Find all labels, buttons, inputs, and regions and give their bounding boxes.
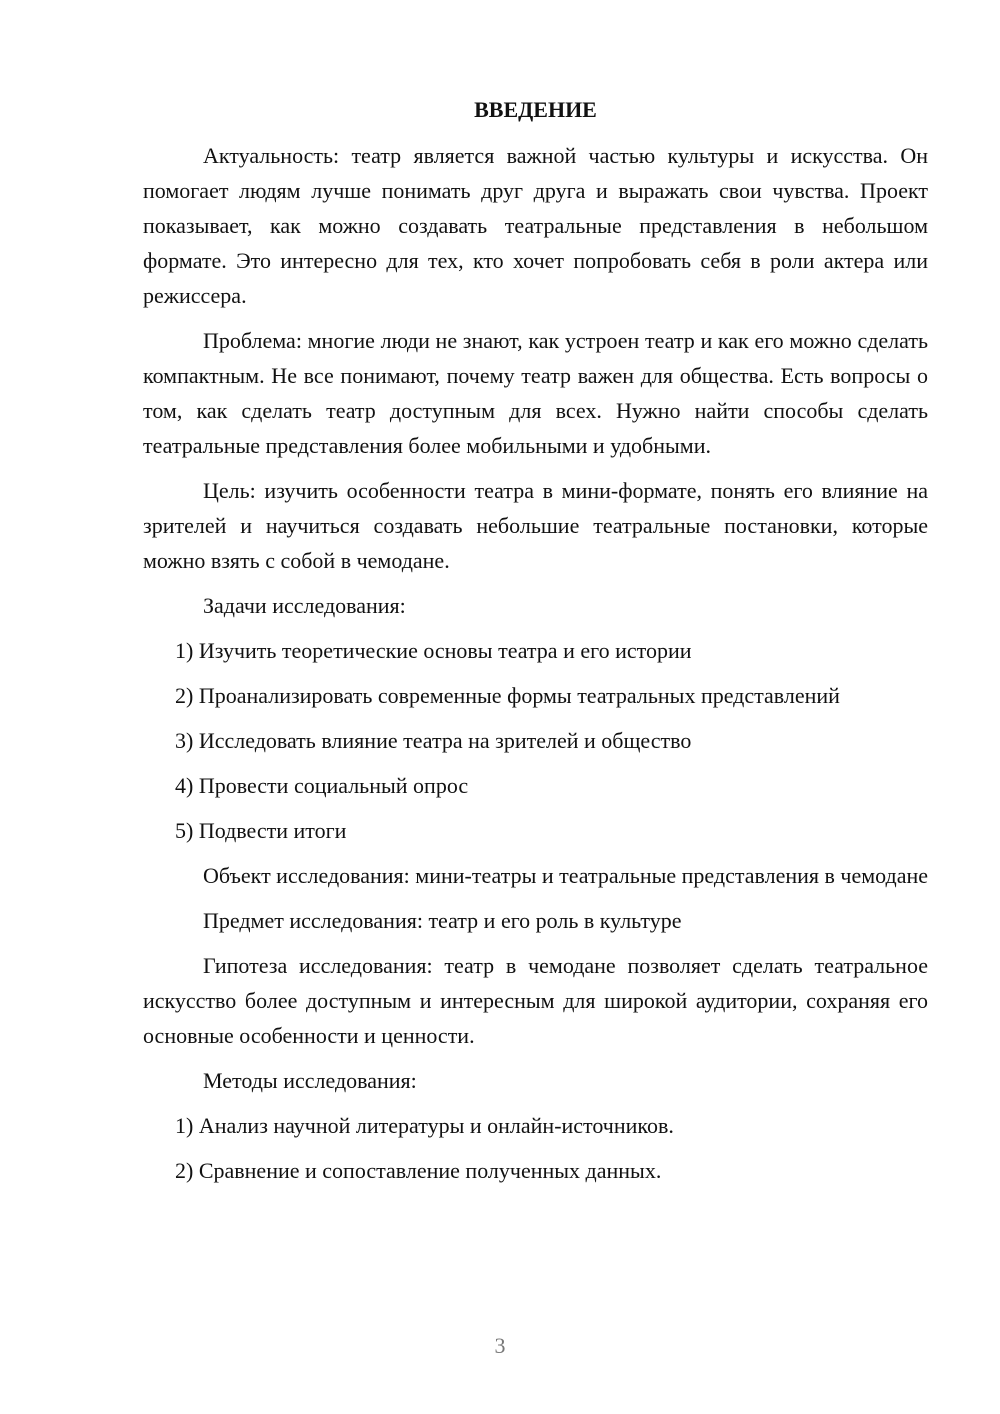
method-item-2: 2) Сравнение и сопоставление полученных данных.	[175, 1158, 662, 1183]
page-number: 3	[494, 1333, 506, 1358]
method-item-1: 1) Анализ научной литературы и онлайн-источников.	[175, 1113, 674, 1138]
goal-paragraph: Цель: изучить особенности театра в мини-формате, понять его влияние на зрителей и научиться создавать небольшие театральные постановки, которые можно взять с собой в чемодане.	[143, 478, 928, 573]
relevance-paragraph: Актуальность: театр является важной частью культуры и искусства. Он помогает людям лучше понимать друг друга и выражать свои чувства. Проект показывает, как можно создавать театральные представления в небольшом формате. Это интересно для тех, кто хочет попробовать себя в роли актера или режиссера.	[143, 143, 928, 308]
section-title: ВВЕДЕНИЕ	[474, 97, 597, 122]
object-paragraph: Объект исследования: мини-театры и театральные представления в чемодане	[203, 863, 929, 888]
task-item-5: 5) Подвести итоги	[175, 818, 347, 843]
subject-paragraph: Предмет исследования: театр и его роль в культуре	[203, 908, 682, 933]
problem-paragraph: Проблема: многие люди не знают, как устроен театр и как его можно сделать компактным. Не все понимают, почему театр важен для общества. Есть вопросы о том, как сделать театр доступным для всех. Нужно найти способы сделать театральные представления более мобильными и удобными.	[143, 328, 928, 458]
methods-heading: Методы исследования:	[203, 1068, 417, 1093]
tasks-heading: Задачи исследования:	[203, 593, 406, 618]
document-page	[143, 96, 928, 1198]
task-item-4: 4) Провести социальный опрос	[175, 773, 469, 798]
task-item-1: 1) Изучить теоретические основы театра и его истории	[175, 638, 692, 663]
task-item-3: 3) Исследовать влияние театра на зрителей и общество	[175, 728, 692, 753]
hypothesis-paragraph: Гипотеза исследования: театр в чемодане позволяет сделать театральное искусство более доступным и интересным для широкой аудитории, сохраняя его основные особенности и ценности.	[143, 953, 928, 1048]
task-item-2: 2) Проанализировать современные формы театральных представлений	[175, 683, 840, 708]
